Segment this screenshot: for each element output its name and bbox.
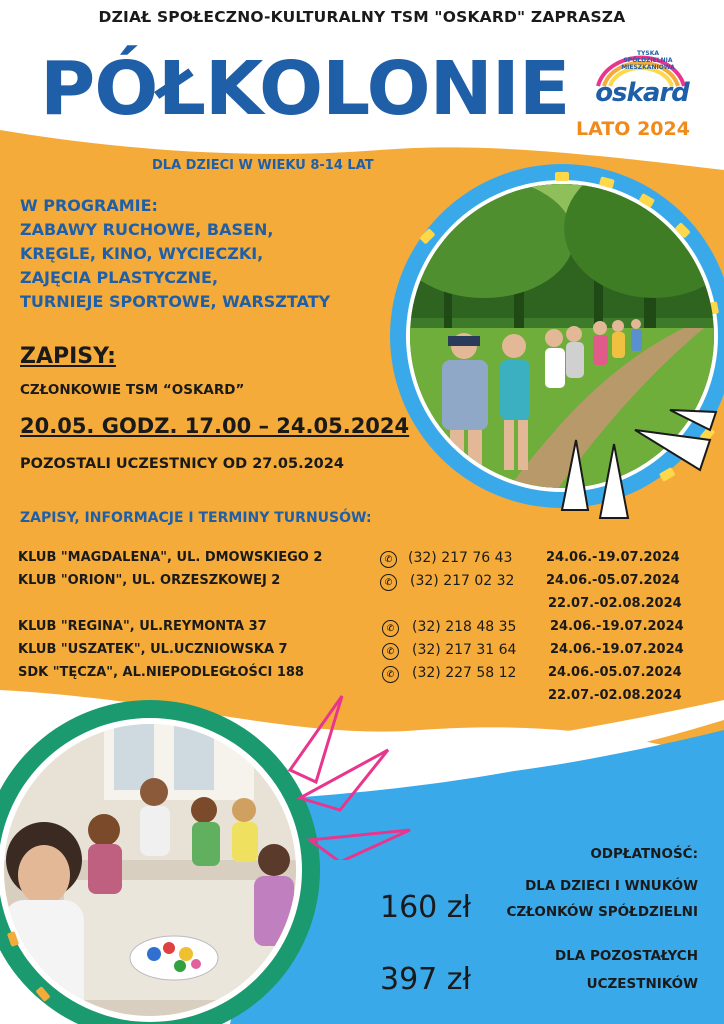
registration-members-label: CZŁONKOWIE TSM “OSKARD” (20, 382, 245, 398)
club-phone: (32) 217 76 43 (408, 550, 513, 566)
club-phone: (32) 217 31 64 (412, 642, 517, 658)
others-label-1: DLA POZOSTAŁYCH (555, 948, 698, 964)
club-dates: 24.06.-05.07.2024 (546, 573, 680, 588)
registration-others: POZOSTALI UCZESTNICY OD 27.05.2024 (20, 456, 344, 472)
club-phone: (32) 217 02 32 (410, 573, 515, 589)
season-label: LATO 2024 (576, 118, 690, 140)
painting-photo (4, 710, 304, 1020)
club-dates: 24.06.-19.07.2024 (550, 642, 684, 657)
oskard-logo (586, 42, 696, 112)
registration-members-dates: 20.05. GODZ. 17.00 – 24.05.2024 (20, 414, 410, 438)
program-line: ZAJĘCIA PLASTYCZNE, (20, 268, 219, 287)
club-name: KLUB "REGINA", UL.REYMONTA 37 (18, 619, 267, 634)
club-phone: (32) 218 48 35 (412, 619, 517, 635)
members-label-1: DLA DZIECI I WNUKÓW (525, 878, 698, 894)
program-line: ZABAWY RUCHOWE, BASEN, (20, 220, 274, 239)
logo-line-1: TYSKA (636, 50, 660, 57)
others-label-2: UCZESTNIKÓW (586, 976, 698, 992)
phone-icon: ✆ (382, 666, 399, 683)
club-dates: 22.07.-02.08.2024 (548, 596, 682, 611)
fees-heading: ODPŁATNOŚĆ: (590, 846, 698, 862)
program-line: KRĘGLE, KINO, WYCIECZKI, (20, 244, 264, 263)
club-dates: 24.06.-05.07.2024 (548, 665, 682, 680)
members-label-2: CZŁONKÓW SPÓŁDZIELNI (506, 904, 698, 920)
phone-icon: ✆ (382, 620, 399, 637)
logo-wordmark: oskard (595, 78, 689, 108)
phone-icon: ✆ (380, 574, 397, 591)
phone-icon: ✆ (382, 643, 399, 660)
registration-heading: ZAPISY: (20, 344, 116, 369)
club-dates: 24.06.-19.07.2024 (546, 550, 680, 565)
program-section (20, 194, 330, 314)
program-heading: W PROGRAMIE: (20, 196, 158, 215)
club-name: KLUB "USZATEK", UL.UCZNIOWSKA 7 (18, 642, 288, 657)
club-dates: 22.07.-02.08.2024 (548, 688, 682, 703)
logo-line-3: MIESZKANIOWA (621, 64, 675, 71)
club-name: KLUB "ORION", UL. ORZESZKOWEJ 2 (18, 573, 281, 588)
club-dates: 24.06.-19.07.2024 (550, 619, 684, 634)
club-name: SDK "TĘCZA", AL.NIEPODLEGŁOŚCI 188 (18, 665, 304, 680)
logo-line-2: SPÓŁDZIELNIA (623, 57, 673, 64)
organizer-header: DZIAŁ SPOŁECZNO-KULTURALNY TSM "OSKARD" ZAPRASZA (98, 8, 626, 26)
info-heading: ZAPISY, INFORMACJE I TERMINY TURNUSÓW: (20, 510, 372, 526)
age-label: DLA DZIECI W WIEKU 8-14 LAT (152, 158, 374, 173)
members-price: 160 zł (380, 890, 472, 925)
club-phone: (32) 227 58 12 (412, 665, 517, 681)
page-title: PÓŁKOLONIE (40, 46, 570, 132)
program-line: TURNIEJE SPORTOWE, WARSZTATY (20, 292, 331, 311)
others-price: 397 zł (380, 962, 472, 997)
phone-icon: ✆ (380, 551, 397, 568)
triangle-decorations (540, 400, 724, 530)
club-name: KLUB "MAGDALENA", UL. DMOWSKIEGO 2 (18, 550, 323, 565)
